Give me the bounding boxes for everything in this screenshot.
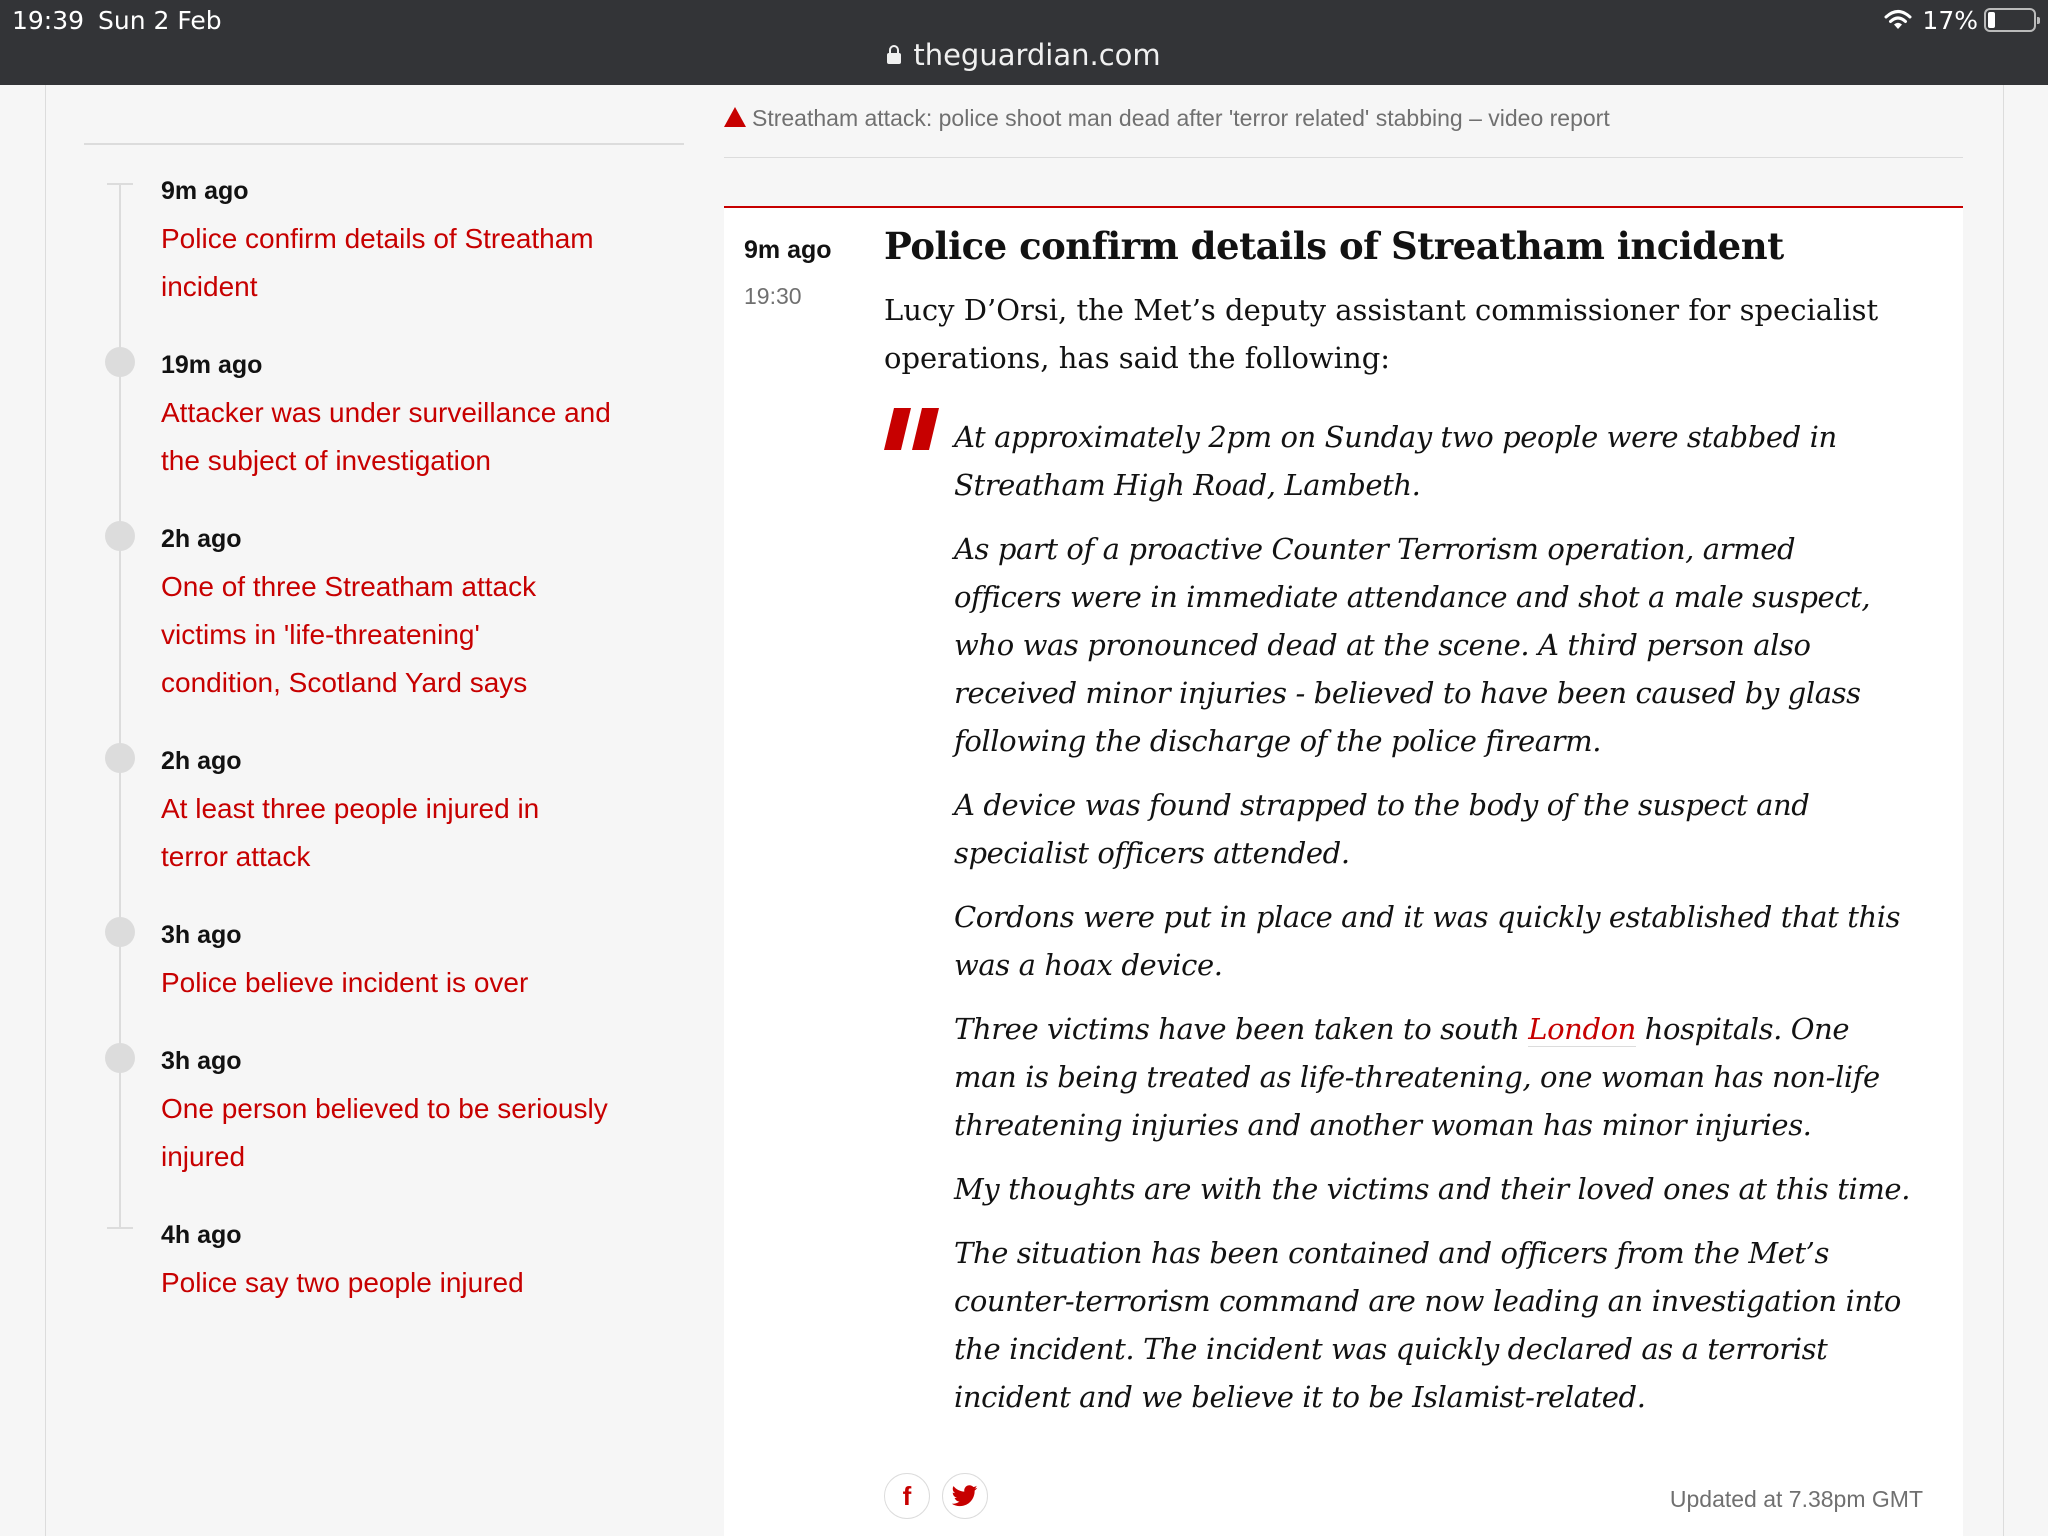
- quote-line: My thoughts are with the victims and their loved ones at this time.: [954, 1172, 1911, 1206]
- quote-line: received minor injuries - believed to have been caused by glass: [954, 676, 1861, 710]
- timeline-dot: [105, 1043, 135, 1073]
- entry-time: 3h ago: [161, 921, 242, 949]
- quote-line: the incident. The incident was quickly declared as a terrorist: [954, 1332, 1828, 1366]
- quote-line: officers were in immediate attendance and shot a male suspect,: [954, 580, 1871, 614]
- updated-timestamp: Updated at 7.38pm GMT: [1669, 1486, 1923, 1512]
- quote-line: following the discharge of the police firearm.: [954, 724, 1602, 758]
- page-border-right: [2003, 85, 2004, 1536]
- quote-mark-icon: [884, 406, 940, 452]
- block-intro: [884, 286, 1944, 382]
- quote-line: threatening injuries and another woman has minor injuries.: [954, 1108, 1812, 1142]
- facebook-share-button[interactable]: [884, 1473, 930, 1519]
- quote-line: Cordons were put in place and it was quickly established that this: [954, 900, 1901, 934]
- entry-title-link[interactable]: [161, 1085, 661, 1181]
- timeline-start-tick: [107, 183, 133, 185]
- quote-paragraph: [954, 1005, 1954, 1149]
- wifi-icon: [1884, 9, 1912, 31]
- lock-icon: [887, 53, 901, 64]
- entry-title-line: condition, Scotland Yard says: [161, 667, 528, 698]
- video-report-label: Streatham attack: police shoot man dead after 'terror related' stabbing – video report: [752, 105, 1610, 131]
- timeline-entry[interactable]: [161, 911, 661, 1007]
- entry-title-line: Police confirm details of Streatham: [161, 223, 594, 254]
- page-border-left: [45, 85, 46, 1536]
- statement-quote: [954, 413, 1954, 1437]
- quote-paragraph: [954, 893, 1954, 989]
- block-title: Police confirm details of Streatham incident: [884, 224, 1784, 268]
- entry-time: 9m ago: [161, 177, 249, 205]
- play-triangle-icon: [724, 107, 746, 127]
- entry-title-line: One person believed to be seriously: [161, 1093, 608, 1124]
- entry-time: 2h ago: [161, 525, 242, 553]
- timeline-entry[interactable]: [161, 737, 661, 881]
- timeline-entry[interactable]: [161, 1211, 661, 1307]
- facebook-icon: f: [902, 1480, 912, 1511]
- address-bar[interactable]: [0, 38, 2048, 72]
- entry-title-link[interactable]: [161, 563, 661, 707]
- timeline-dot: [105, 521, 135, 551]
- entry-title-line: At least three people injured in: [161, 793, 540, 824]
- entry-title-link[interactable]: [161, 959, 661, 1007]
- timeline-entry[interactable]: [161, 341, 661, 485]
- timeline-end-tick: [107, 1227, 133, 1229]
- live-blog-block: [724, 206, 1963, 1536]
- timeline-dot: [105, 347, 135, 377]
- status-indicators: [1884, 5, 2036, 35]
- quote-paragraph: [954, 1229, 1954, 1421]
- status-time: 19:39: [12, 6, 85, 35]
- block-relative-time: 9m ago: [744, 236, 832, 264]
- quote-paragraph: [954, 525, 1954, 765]
- quote-paragraph: [954, 1165, 1954, 1213]
- browser-top-bar: [0, 0, 2048, 85]
- quote-text: hospitals. One: [1635, 1012, 1850, 1046]
- entry-title-link[interactable]: [161, 389, 661, 485]
- entry-title-line: Police say two people injured: [161, 1267, 524, 1298]
- entry-time: 2h ago: [161, 747, 242, 775]
- entry-title-link[interactable]: [161, 215, 661, 311]
- quote-line: man is being treated as life-threatening, one woman has non-life: [954, 1060, 1880, 1094]
- entry-title-line: victims in 'life-threatening': [161, 619, 480, 650]
- quote-line: As part of a proactive Counter Terrorism operation, armed: [954, 532, 1796, 566]
- twitter-icon: [952, 1485, 978, 1507]
- quote-line: was a hoax device.: [954, 948, 1223, 982]
- url-text: theguardian.com: [913, 38, 1161, 72]
- timeline-dot: [105, 743, 135, 773]
- entry-title-line: incident: [161, 271, 258, 302]
- quote-paragraph: [954, 781, 1954, 877]
- quote-line: specialist officers attended.: [954, 836, 1350, 870]
- entry-title-line: the subject of investigation: [161, 445, 491, 476]
- timeline-entry[interactable]: [161, 515, 661, 707]
- intro-line: operations, has said the following:: [884, 341, 1391, 375]
- quote-line: The situation has been contained and officers from the Met’s: [954, 1236, 1829, 1270]
- status-date: Sun 2 Feb: [98, 6, 222, 35]
- divider: [84, 143, 684, 145]
- intro-line: Lucy D’Orsi, the Met’s deputy assistant commissioner for specialist: [884, 293, 1879, 327]
- entry-title-line: Attacker was under surveillance and: [161, 397, 611, 428]
- entry-title-link[interactable]: [161, 785, 661, 881]
- entry-time: 3h ago: [161, 1047, 242, 1075]
- timeline-entry[interactable]: [161, 1037, 661, 1181]
- quote-line: At approximately 2pm on Sunday two people were stabbed in: [954, 420, 1837, 454]
- twitter-share-button[interactable]: [942, 1473, 988, 1519]
- quote-line: who was pronounced dead at the scene. A third person also: [954, 628, 1811, 662]
- entry-title-link[interactable]: [161, 1259, 661, 1307]
- entry-time: 19m ago: [161, 351, 263, 379]
- battery-percent: 17%: [1922, 5, 1978, 35]
- london-link[interactable]: London: [1528, 1012, 1636, 1046]
- quote-text: Three victims have been taken to south: [954, 1012, 1529, 1046]
- share-buttons: [884, 1473, 1000, 1519]
- quote-line: counter-terrorism command are now leading an investigation into: [954, 1284, 1901, 1318]
- quote-line: A device was found strapped to the body of the suspect and: [954, 788, 1810, 822]
- video-report-link[interactable]: [724, 96, 1963, 158]
- block-clock-time: 19:30: [744, 283, 802, 309]
- quote-line: incident and we believe it to be Islamist-related.: [954, 1380, 1646, 1414]
- battery-icon: [1984, 8, 2036, 32]
- entry-time: 4h ago: [161, 1221, 242, 1249]
- timeline-dot: [105, 917, 135, 947]
- timeline-entry[interactable]: [161, 167, 661, 311]
- quote-paragraph: [954, 413, 1954, 509]
- entry-title-line: injured: [161, 1141, 246, 1172]
- block-timestamp[interactable]: [744, 230, 832, 316]
- entry-title-line: One of three Streatham attack: [161, 571, 537, 602]
- quote-line: Streatham High Road, Lambeth.: [954, 468, 1421, 502]
- entry-title-line: Police believe incident is over: [161, 967, 529, 998]
- entry-title-line: terror attack: [161, 841, 311, 872]
